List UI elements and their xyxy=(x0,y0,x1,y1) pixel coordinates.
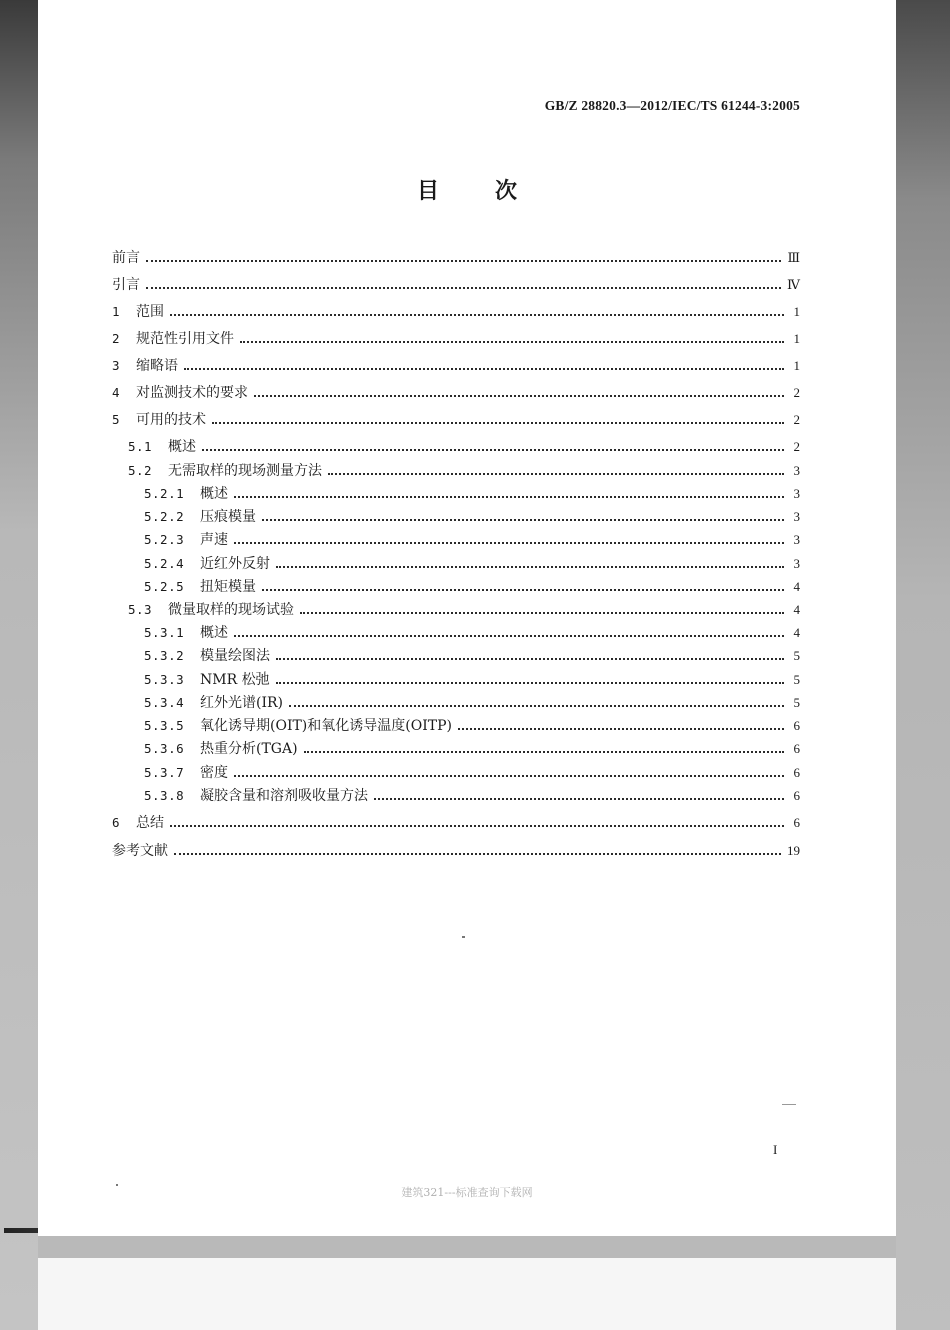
toc-entry xyxy=(112,437,800,457)
standard-code: GB/Z 28820.3—2012/IEC/TS 61244-3:2005 xyxy=(544,98,800,113)
toc-entry-label: 近红外反射 xyxy=(200,556,270,572)
toc-entry xyxy=(112,356,800,376)
scan-speck xyxy=(782,1104,796,1105)
page-number: I xyxy=(773,1142,778,1157)
toc-entry xyxy=(112,248,800,268)
toc-leader-dots xyxy=(374,798,784,800)
toc-entry-number: 6 xyxy=(112,815,121,830)
toc-entry xyxy=(112,813,800,833)
toc-entry-page: 6 xyxy=(793,741,800,756)
toc-entry-page: 19 xyxy=(787,843,800,858)
toc-entry-page: 3 xyxy=(793,486,800,501)
toc-entry-label: 红外光谱(IR) xyxy=(200,695,283,711)
toc-entry-label: 概述 xyxy=(200,486,228,502)
toc-entry xyxy=(112,693,800,713)
toc-leader-dots xyxy=(300,612,784,614)
toc-entry-page: 5 xyxy=(793,672,800,687)
toc-entry-page: 2 xyxy=(793,439,800,454)
toc-entry xyxy=(112,329,800,349)
toc-leader-dots xyxy=(174,853,781,855)
toc-entry-number: 5.2.1 xyxy=(144,486,185,501)
toc-leader-dots xyxy=(234,635,784,637)
toc-entry-page: 1 xyxy=(793,358,800,373)
toc-entry-label: 规范性引用文件 xyxy=(136,331,234,347)
toc-entry-page: Ⅳ xyxy=(787,277,800,292)
toc-entry-page: 4 xyxy=(793,625,800,640)
toc-entry xyxy=(112,841,800,861)
scan-speck xyxy=(462,936,465,938)
toc-entry-number: 5.2.5 xyxy=(144,579,185,594)
toc-entry-label: 热重分析(TGA) xyxy=(200,741,298,757)
toc-entry-label: 参考文献 xyxy=(112,843,168,859)
toc-entry xyxy=(112,623,800,643)
toc-entry-label: 前言 xyxy=(112,250,140,266)
toc-entry-page: Ⅲ xyxy=(787,250,800,265)
toc-entry xyxy=(112,786,800,806)
toc-entry-number: 5.1 xyxy=(128,439,153,454)
toc-entry-page: 1 xyxy=(793,304,800,319)
toc-entry-number: 5.3.5 xyxy=(144,718,185,733)
toc-entry-number: 5.2 xyxy=(128,463,153,478)
toc-entry-number: 3 xyxy=(112,358,121,373)
scan-speck xyxy=(116,1184,118,1186)
toc-entry-page: 3 xyxy=(793,532,800,547)
toc-entry xyxy=(112,600,800,620)
toc-entry xyxy=(112,739,800,759)
toc-leader-dots xyxy=(146,287,781,289)
toc-entry-page: 3 xyxy=(793,463,800,478)
toc-leader-dots xyxy=(170,314,784,316)
toc-entry-page: 6 xyxy=(793,718,800,733)
toc-entry xyxy=(112,484,800,504)
toc-entry-label: 声速 xyxy=(200,532,228,548)
toc-entry-number: 5.2.2 xyxy=(144,509,185,524)
toc-entry-number: 5.2.4 xyxy=(144,556,185,571)
toc-entry-label: 压痕模量 xyxy=(200,509,256,525)
toc-entry-page: 1 xyxy=(793,331,800,346)
toc-entry-label: 凝胶含量和溶剂吸收量方法 xyxy=(200,788,368,804)
toc-leader-dots xyxy=(276,658,784,660)
toc-entry-page: 3 xyxy=(793,509,800,524)
toc-entry-label: 概述 xyxy=(168,439,196,455)
toc-entry-page: 4 xyxy=(793,602,800,617)
toc-entry-number: 5.3.6 xyxy=(144,741,185,756)
toc-leader-dots xyxy=(170,825,784,827)
toc-entry xyxy=(112,646,800,666)
toc-entry xyxy=(112,461,800,481)
toc-entry-page: 3 xyxy=(793,556,800,571)
toc-entry-label: 引言 xyxy=(112,277,140,293)
toc-title-char-2: 次 xyxy=(495,178,518,204)
table-of-contents xyxy=(112,0,800,900)
toc-entry xyxy=(112,302,800,322)
toc-entry-label: 密度 xyxy=(200,765,228,781)
toc-leader-dots xyxy=(212,422,784,424)
toc-entry xyxy=(112,275,800,295)
toc-leader-dots xyxy=(458,728,784,730)
toc-entry xyxy=(112,554,800,574)
toc-entry-page: 4 xyxy=(793,579,800,594)
toc-leader-dots xyxy=(328,473,784,475)
toc-leader-dots xyxy=(184,368,784,370)
toc-entry-label: 模量绘图法 xyxy=(200,648,270,664)
toc-leader-dots xyxy=(234,775,784,777)
toc-entry-label: 对监测技术的要求 xyxy=(136,385,248,401)
toc-entry xyxy=(112,383,800,403)
toc-leader-dots xyxy=(234,496,784,498)
toc-leader-dots xyxy=(262,519,784,521)
toc-leader-dots xyxy=(202,449,784,451)
watermark-text: 建筑321---标准查询下载网 xyxy=(401,1186,533,1199)
toc-entry-label: NMR 松弛 xyxy=(200,672,270,688)
toc-entry-page: 5 xyxy=(793,648,800,663)
toc-entry-label: 范围 xyxy=(136,304,164,320)
toc-leader-dots xyxy=(276,682,784,684)
toc-entry-page: 6 xyxy=(793,815,800,830)
toc-entry-number: 5.3.1 xyxy=(144,625,185,640)
scan-left-edge xyxy=(0,0,38,1330)
toc-entry-label: 氧化诱导期(OIT)和氧化诱导温度(OITP) xyxy=(200,718,452,734)
toc-entry-number: 4 xyxy=(112,385,121,400)
toc-entry-number: 5.3.2 xyxy=(144,648,185,663)
toc-leader-dots xyxy=(234,542,784,544)
toc-entry-page: 2 xyxy=(793,385,800,400)
toc-entry-page: 6 xyxy=(793,765,800,780)
toc-entry-number: 5.3.8 xyxy=(144,788,185,803)
toc-leader-dots xyxy=(146,260,781,262)
toc-entry xyxy=(112,716,800,736)
toc-entry-page: 2 xyxy=(793,412,800,427)
toc-entry xyxy=(112,670,800,690)
toc-entry-label: 无需取样的现场测量方法 xyxy=(168,463,322,479)
toc-entry-number: 5.3.3 xyxy=(144,672,185,687)
toc-leader-dots xyxy=(276,566,784,568)
toc-entry-page: 5 xyxy=(793,695,800,710)
toc-entry xyxy=(112,410,800,430)
toc-entry-label: 缩略语 xyxy=(136,358,178,374)
page-gap xyxy=(38,1236,896,1258)
toc-entry-number: 5.2.3 xyxy=(144,532,185,547)
toc-entry xyxy=(112,577,800,597)
toc-entry xyxy=(112,763,800,783)
toc-entry-number: 5 xyxy=(112,412,121,427)
toc-leader-dots xyxy=(304,751,784,753)
toc-entry-label: 概述 xyxy=(200,625,228,641)
toc-entry-page: 6 xyxy=(793,788,800,803)
next-page-top xyxy=(38,1258,896,1330)
toc-entry xyxy=(112,530,800,550)
toc-entry-label: 扭矩模量 xyxy=(200,579,256,595)
toc-entry-number: 5.3 xyxy=(128,602,153,617)
document-page xyxy=(38,0,896,1236)
toc-entry-label: 微量取样的现场试验 xyxy=(168,602,294,618)
toc-entry-number: 1 xyxy=(112,304,121,319)
toc-title-char-1: 目 xyxy=(416,178,439,204)
toc-entry-label: 总结 xyxy=(136,815,164,831)
toc-entry-label: 可用的技术 xyxy=(136,412,206,428)
toc-entry-number: 5.3.4 xyxy=(144,695,185,710)
toc-leader-dots xyxy=(289,705,784,707)
toc-entry xyxy=(112,507,800,527)
toc-leader-dots xyxy=(254,395,784,397)
scan-right-edge xyxy=(896,0,950,1330)
toc-entry-number: 5.3.7 xyxy=(144,765,185,780)
toc-leader-dots xyxy=(240,341,784,343)
toc-entry-number: 2 xyxy=(112,331,121,346)
toc-leader-dots xyxy=(262,589,784,591)
